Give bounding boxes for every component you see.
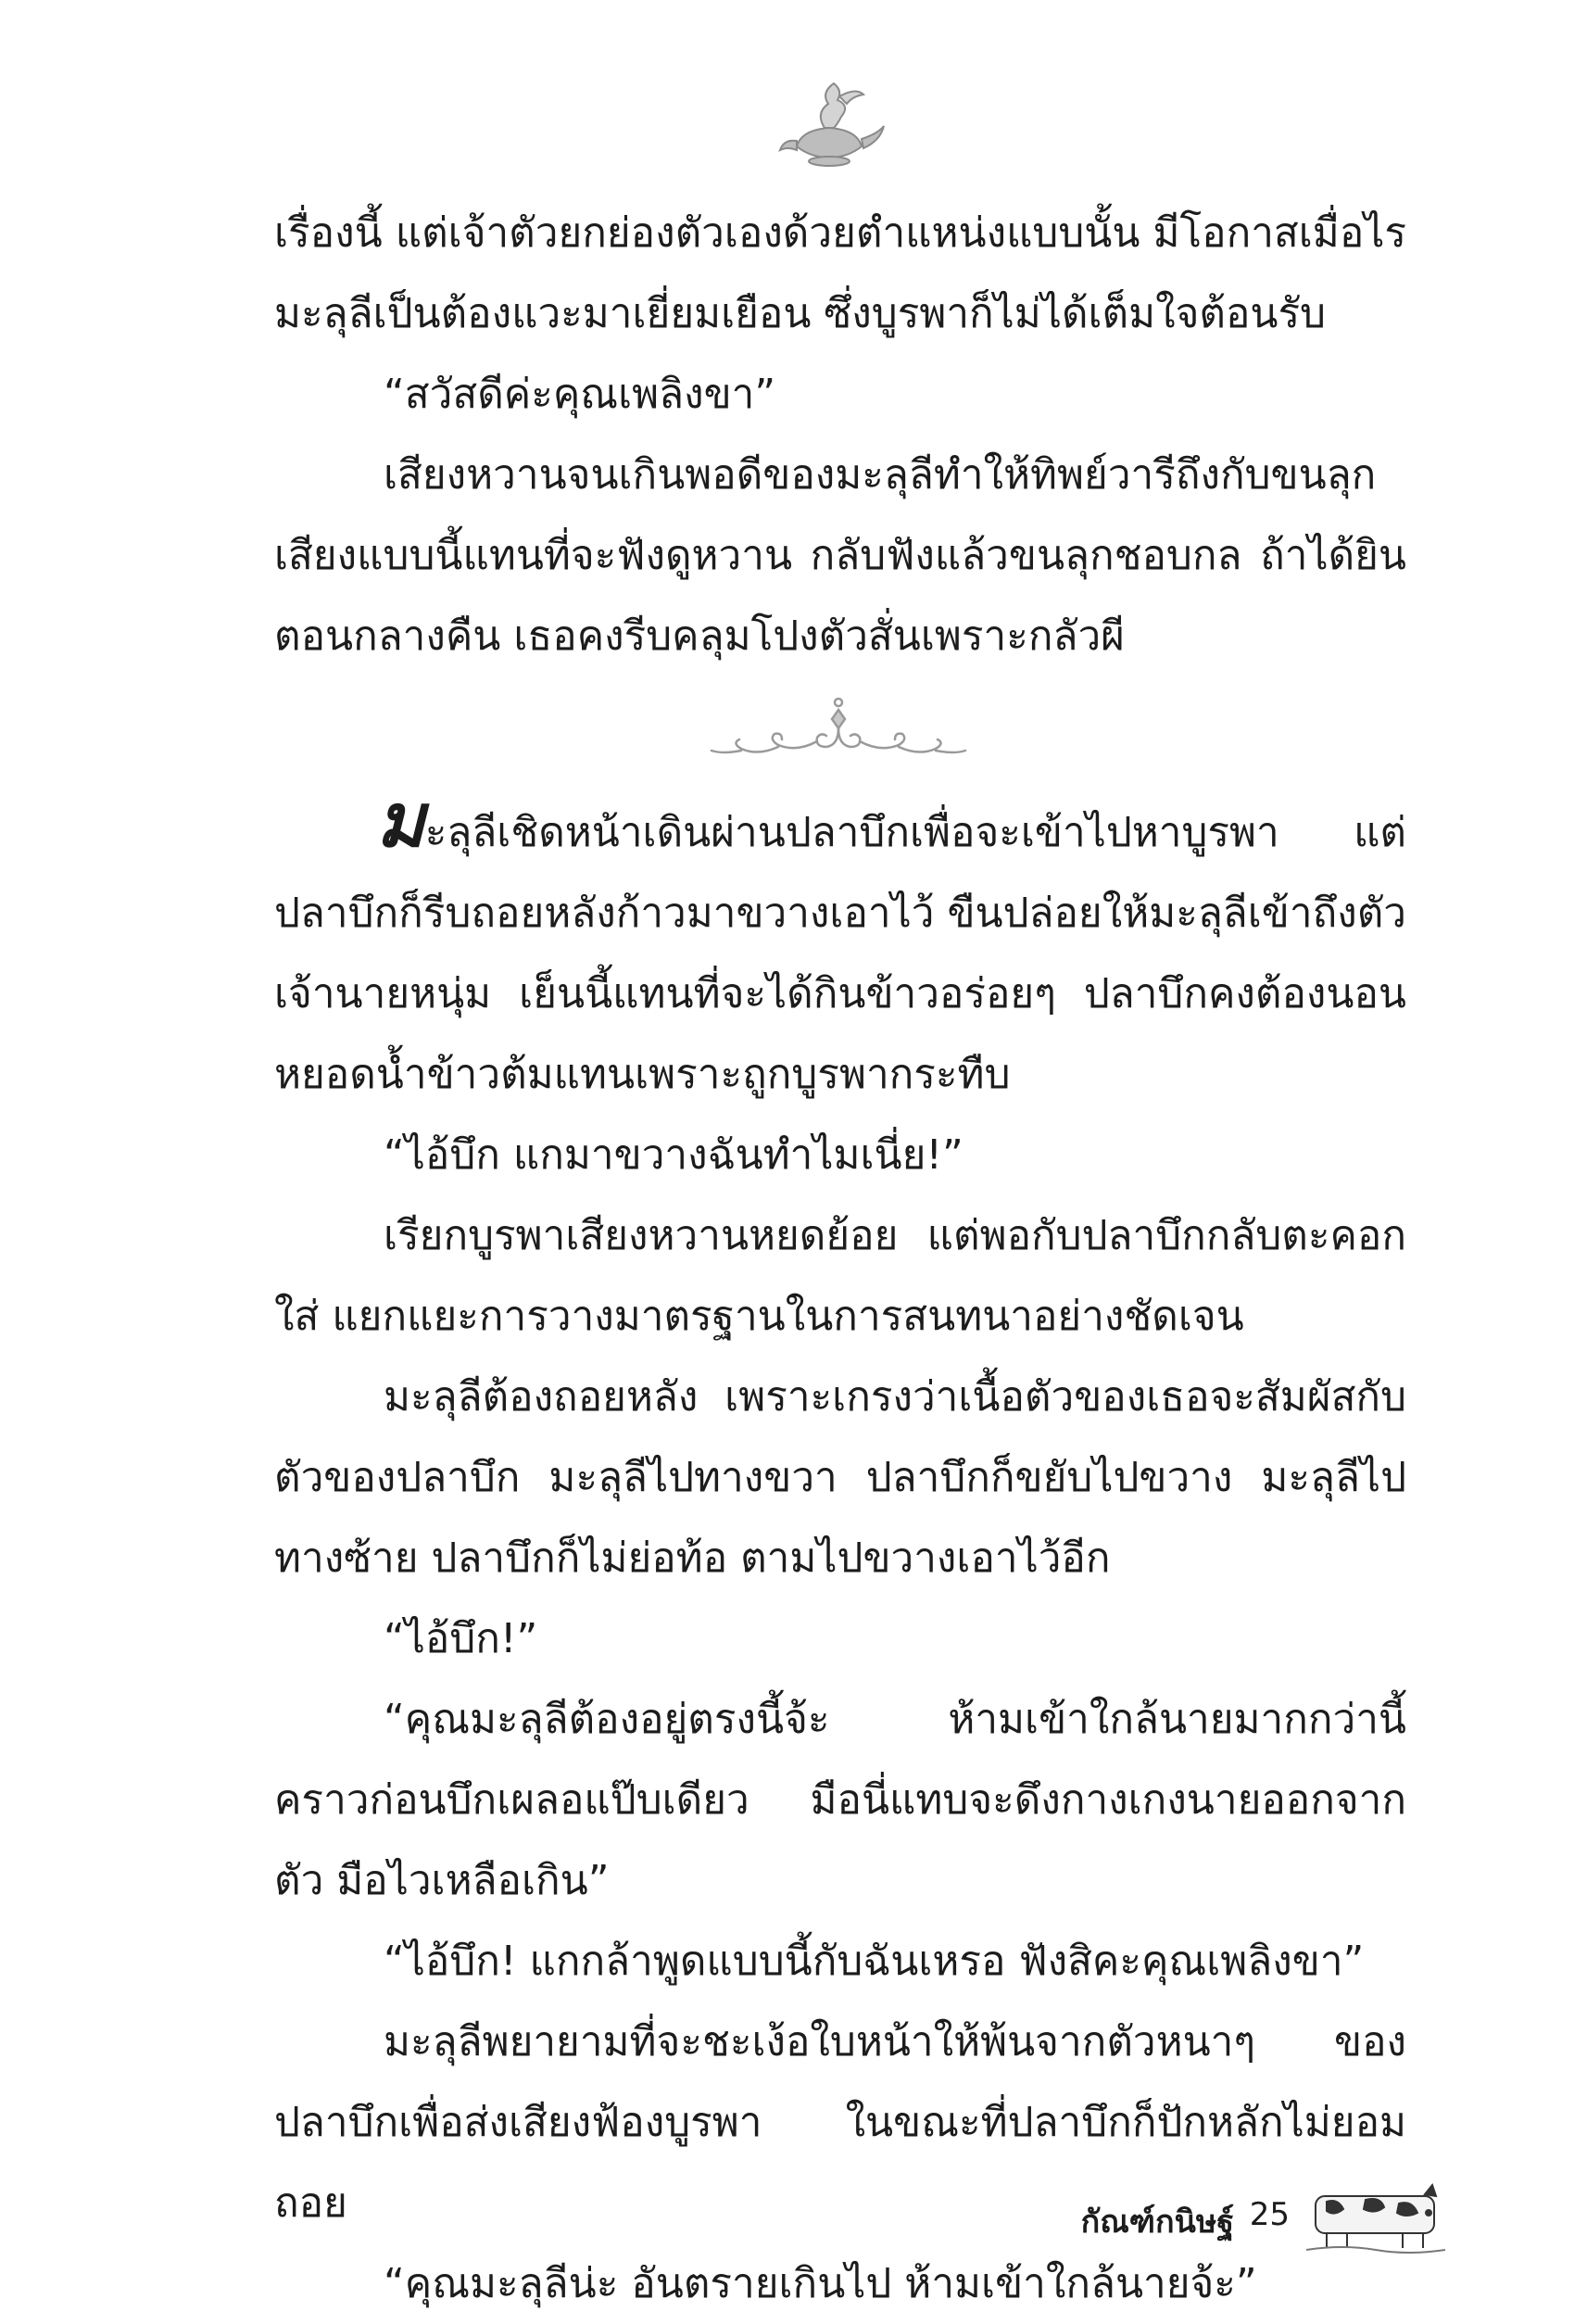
paragraph: “ไอ้บึก!” bbox=[384, 1615, 538, 1662]
paragraph: “สวัสดีค่ะคุณเพลิงขา” bbox=[384, 371, 776, 418]
author-name: กัณฑ์กนิษฐ์ bbox=[1080, 2204, 1234, 2241]
paragraph: มะลุลีต้องถอยหลัง เพราะเกรงว่าเนื้อตัวของเธอจะสัมผัสกับตัวของปลาบึก มะลุลีไปทางขวา ปลาบึกก็ขยับไปขวาง มะลุลีไปทางซ้าย ปลาบึกก็ไม่ย่อท้อ ตามไปขวางเอาไว้อีก bbox=[274, 1373, 1406, 1582]
page-footer bbox=[1056, 2176, 1445, 2259]
text-block-bottom bbox=[274, 777, 1406, 2324]
page-number: 25 bbox=[1249, 2196, 1290, 2233]
paragraph: “ไอ้บึก! แกกล้าพูดแบบนี้กับฉันเหรอ ฟังสิคะคุณเพลิงขา” bbox=[384, 1938, 1365, 1985]
paragraph: มะลุลีพยายามที่จะชะเง้อใบหน้าให้พ้นจากตัวหนาๆ ของปลาบึกเพื่อส่งเสียงฟ้องบูรพา ในขณะที่ปลาบึกก็ปักหลักไม่ยอมถอย bbox=[274, 2018, 1406, 2227]
drop-cap-paragraph bbox=[274, 777, 1406, 1115]
cows-icon bbox=[1306, 2176, 1445, 2255]
paragraph: เรียกบูรพาเสียงหวานหยดย้อย แต่พอกับปลาบึกกลับตะคอกใส่ แยกแยะการวางมาตรฐานในการสนทนาอย่างชัดเจน bbox=[274, 1212, 1406, 1340]
genie-lamp-icon bbox=[760, 72, 899, 174]
paragraph: “ไอ้บึก แกมาขวางฉันทำไมเนี่ย!” bbox=[384, 1131, 964, 1179]
text-block-top bbox=[274, 193, 1406, 676]
paragraph-text: ะลุลีเชิดหน้าเดินผ่านปลาบึกเพื่อจะเข้าไปหาบูรพา แต่ปลาบึกก็รีบถอยหลังก้าวมาขวางเอาไว้ ขืนปล่อยให้มะลุลีเข้าถึงตัวเจ้านายหนุ่ม เย็นนี้แทนที่จะได้กินข้าวอร่อยๆ ปลาบึกคงต้องนอนหยอดน้ำข้าวต้มแทนเพราะถูกบูรพากระทืบ bbox=[274, 809, 1406, 1098]
paragraph: “คุณมะลุลีต้องอยู่ตรงนี้จ้ะ ห้ามเข้าใกล้นายมากกว่านี้ คราวก่อนบึกเผลอแป๊บเดียว มือนี่แทบจะดึงกางเกงนายออกจากตัว มือไวเหลือเกิน” bbox=[274, 1696, 1406, 1904]
drop-cap: ม bbox=[376, 777, 425, 864]
ornamental-divider-icon bbox=[704, 693, 973, 778]
paragraph: เรื่องนี้ แต่เจ้าตัวยกย่องตัวเองด้วยตำแหน่งแบบนั้น มีโอกาสเมื่อไร มะลุลีเป็นต้องแวะมาเยี่ยมเยือน ซึ่งบูรพาก็ไม่ได้เต็มใจต้อนรับ bbox=[274, 209, 1406, 337]
paragraph: เสียงหวานจนเกินพอดีของมะลุลีทำให้ทิพย์วารีถึงกับขนลุก เสียงแบบนี้แทนที่จะฟังดูหวาน กลับฟังแล้วขนลุกชอบกล ถ้าได้ยินตอนกลางคืน เธอคงรีบคลุมโปงตัวสั่นเพราะกลัวผี bbox=[274, 451, 1406, 660]
paragraph: “คุณมะลุลีน่ะ อันตรายเกินไป ห้ามเข้าใกล้นายจ้ะ” bbox=[384, 2260, 1257, 2307]
